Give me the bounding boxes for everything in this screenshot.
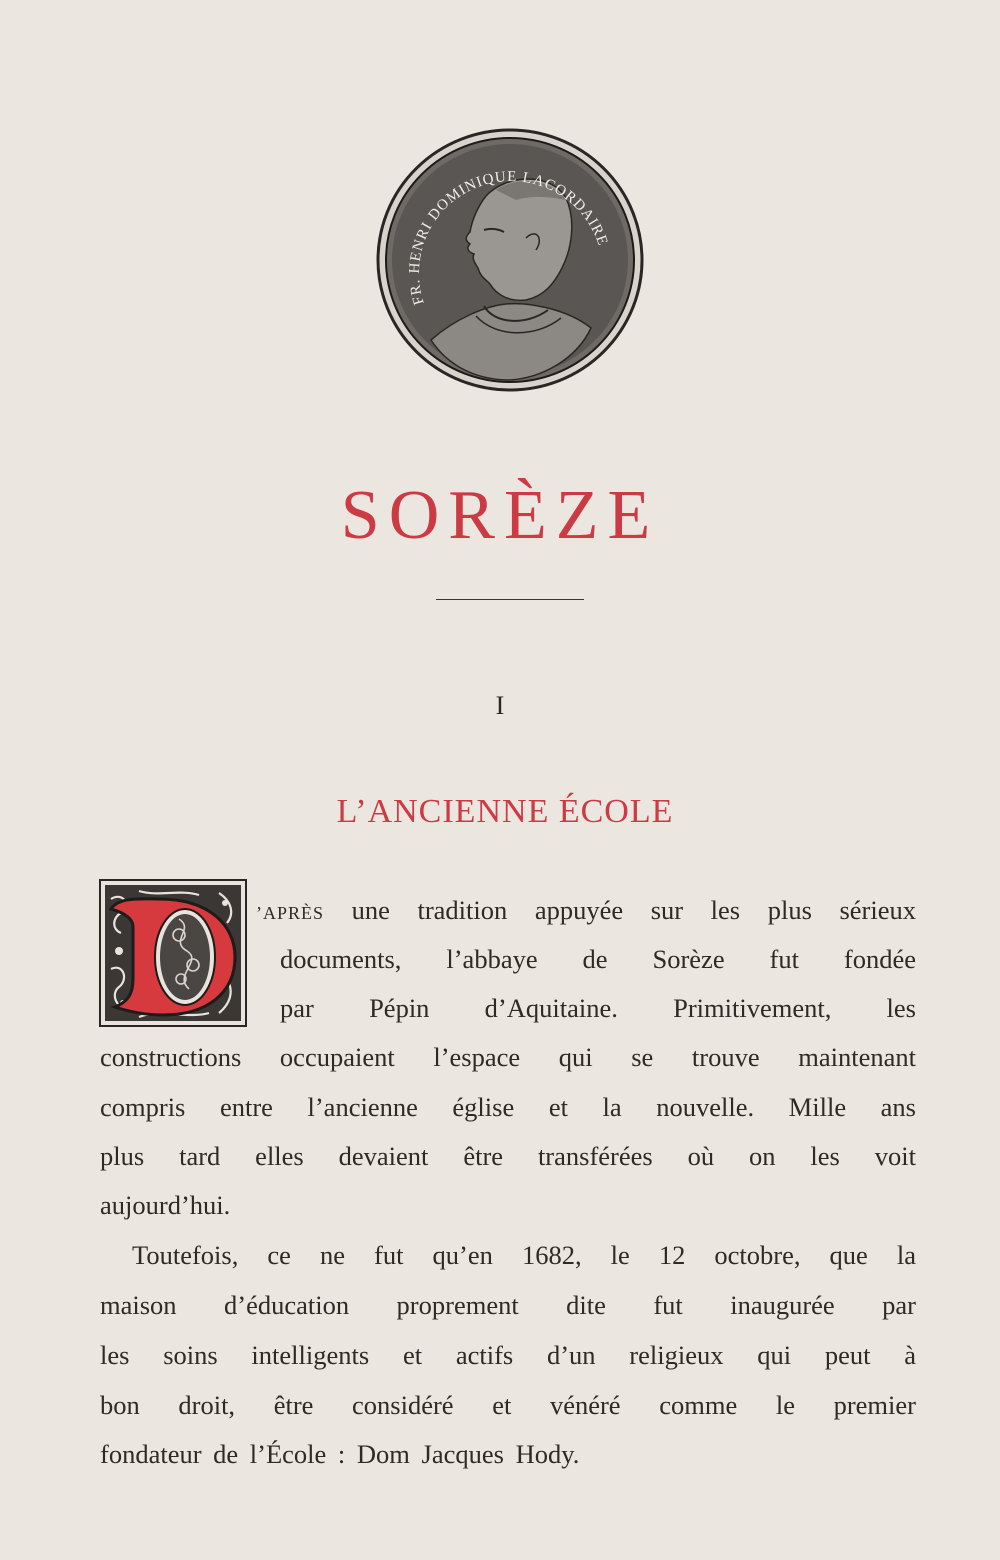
page-title: SORÈZE bbox=[340, 477, 660, 554]
chapter-title: L’ANCIENNE ÉCOLE bbox=[336, 793, 674, 830]
paragraph-1-line-5: compris entre l’ancienne église et la nouvelle. Mille ans bbox=[100, 1092, 916, 1122]
lacordaire-medallion-icon bbox=[376, 128, 644, 392]
opening-small-caps: ’APRÈS bbox=[256, 903, 325, 923]
medallion-inscription: FR. HENRI DOMINIQUE LACORDAIRE bbox=[406, 169, 611, 307]
paragraph-2-line-4: bon droit, être considéré et vénéré comme le premier bbox=[100, 1390, 916, 1420]
paragraph-2-line-1: Toutefois, ce ne fut qu’en 1682, le 12 octobre, que la bbox=[132, 1240, 916, 1270]
title-divider bbox=[436, 599, 584, 600]
paragraph-1-line-7: aujourd’hui. bbox=[100, 1190, 231, 1220]
section-numeral: I bbox=[495, 691, 505, 720]
ornamental-drop-cap-d-icon bbox=[99, 879, 247, 1027]
paragraph-2-line-3: les soins intelligents et actifs d’un religieux qui peut à bbox=[100, 1340, 916, 1370]
line-text: une tradition appuyée sur les plus sérieux bbox=[324, 895, 916, 925]
paragraph-2-line-2: maison d’éducation proprement dite fut inaugurée par bbox=[100, 1290, 916, 1320]
paragraph-1-line-6: plus tard elles devaient être transférées où on les voit bbox=[100, 1141, 916, 1171]
paragraph-1-line-4: constructions occupaient l’espace qui se trouve maintenant bbox=[100, 1042, 916, 1072]
paragraph-1-line-3: par Pépin d’Aquitaine. Primitivement, les bbox=[280, 993, 916, 1023]
paragraph-1-line-1 bbox=[256, 893, 916, 930]
paragraph-1-line-2: documents, l’abbaye de Sorèze fut fondée bbox=[280, 944, 916, 974]
paragraph-2-line-5: fondateur de l’École : Dom Jacques Hody. bbox=[100, 1439, 580, 1469]
